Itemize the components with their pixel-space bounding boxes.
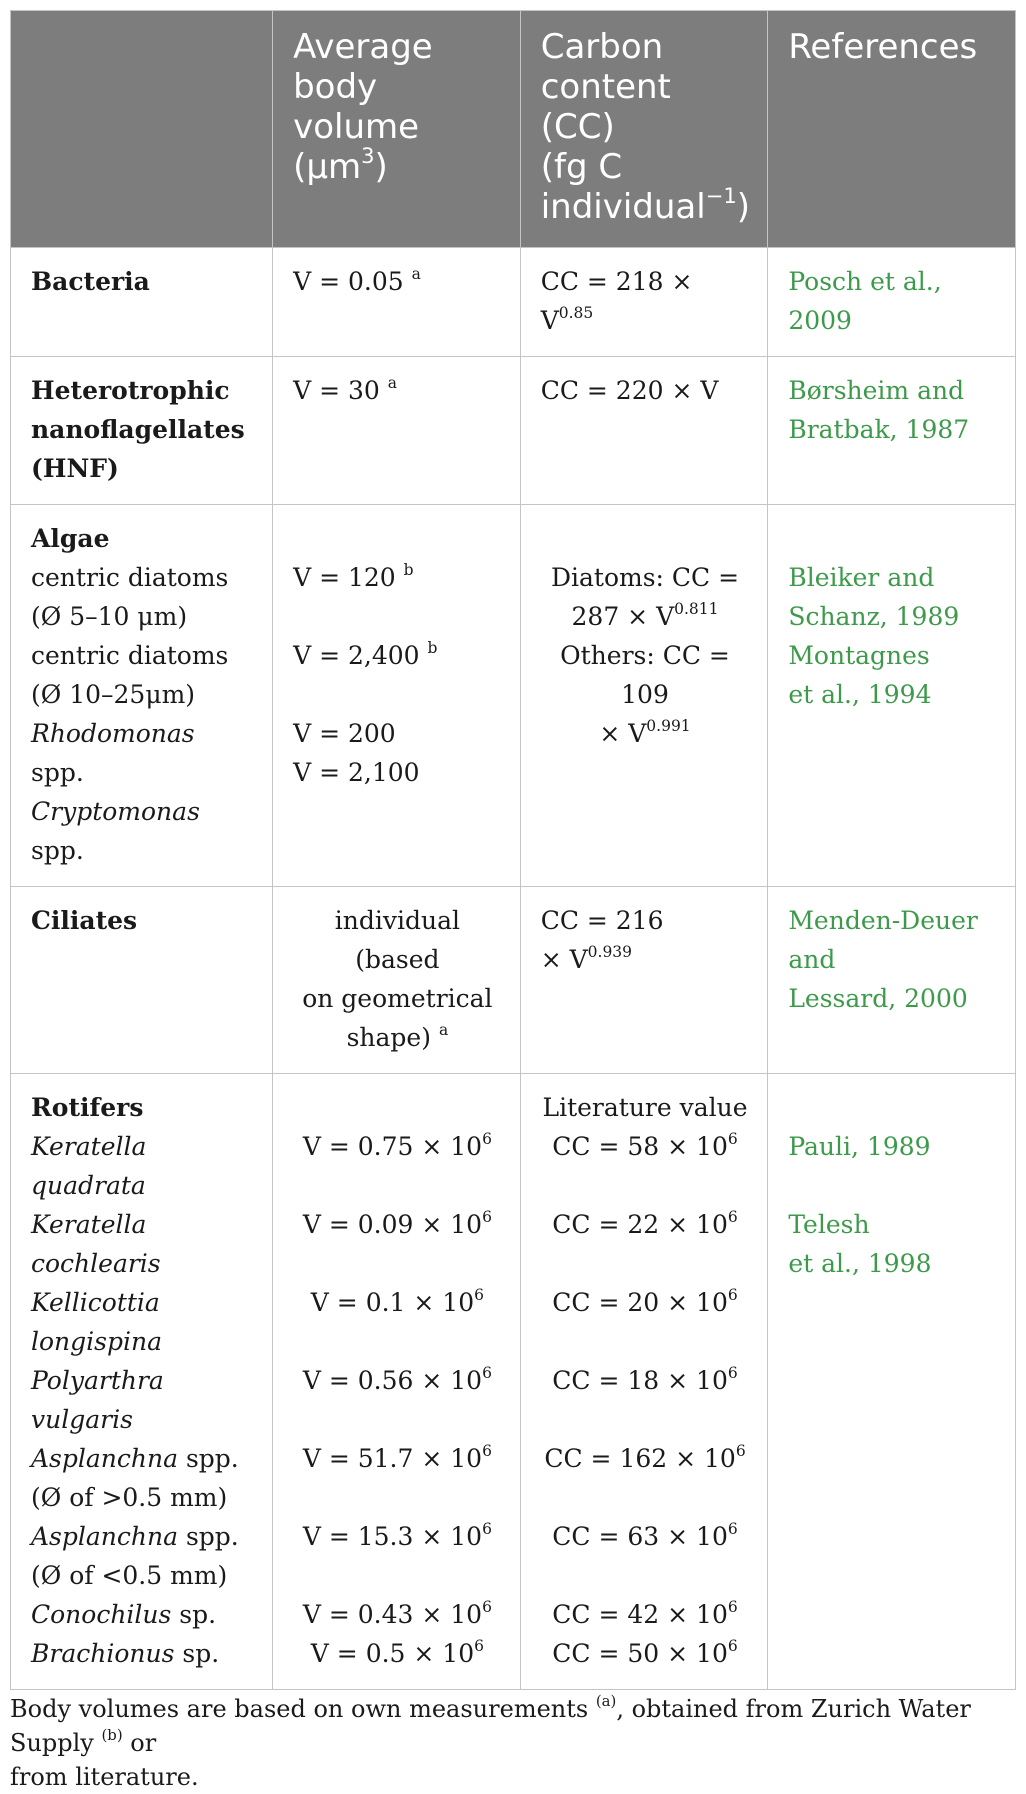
table-row-hnf [11,357,1016,505]
header-text: volume [293,107,420,147]
reference-link[interactable]: Bleiker and [788,563,935,592]
reference-link[interactable]: et al., 1994 [788,680,932,709]
header-text: Average [293,27,433,67]
carbon-content-cell: Diatoms: CC = $287 \times V^{0.811}$ Others: CC = 109 × $V^{0.991}$ [520,505,768,887]
reference-cell [768,357,1016,505]
reference-link[interactable]: Telesh [788,1210,870,1239]
table-row-rotifers [11,1074,1016,1690]
header-text: Carbon [540,27,664,67]
carbon-content-cell: CC = 220 × V [520,357,768,505]
reference-link[interactable]: et al., 1998 [788,1249,932,1278]
carbon-content-cell: CC = $218 \times V^{0.85}$ [520,248,768,357]
reference-cell [768,248,1016,357]
reference-link[interactable]: Montagnes [788,641,930,670]
organism-cell: Ciliates [11,887,273,1074]
header-superscript: −1 [705,183,737,209]
header-text: content [540,67,671,107]
header-text: individual [540,187,706,227]
organism-cell: Rotifers Keratella quadrata Keratella cochlearis Kellicottia longispina Polyarthra vulgaris Asplanchna spp. (Ø of >0.5 mm) Asplanchna spp. (Ø of <0.5 mm) Conochilus sp. Brachionus sp. [11,1074,273,1690]
volume-cell: V = 0.05 $^a$ [273,248,521,357]
header-carbon-content [520,11,768,248]
organism-cell: Bacteria [11,248,273,357]
reference-link[interactable]: and [788,945,836,974]
volume-cell: individual (based on geometrical shape) $^a$ [273,887,521,1074]
header-text: (fg C [540,147,623,187]
table-row-bacteria [11,248,1016,357]
carbon-content-cell: Literature value CC = $58 \times 10^6$ CC = $22 \times 10^6$ CC = $20 \times 10^6$ CC = $18 \times 10^6$ CC = $162 \times 10^6$ CC = $63 \times 10^6$ CC = $42 \times 10^6$ CC = $50 \times 10^6$ [520,1074,768,1690]
reference-link[interactable]: Børsheim and [788,376,965,405]
volume-cell: $V = 0.75 \times 10^6$ $V = 0.09 \times 10^6$ $V = 0.1 \times 10^6$ $V = 0.56 \times 10^6$ $V = 51.7 \times 10^6$ $V = 15.3 \times 10^6$ $V = 0.43 \times 10^6$ $V = 0.5 \times 10^6$ [273,1074,521,1690]
header-text: (CC) [540,107,615,147]
header-references: References [768,11,1016,248]
reference-cell [768,505,1016,887]
reference-link[interactable]: Pauli, 1989 [788,1132,931,1161]
carbon-content-table [10,10,1016,1690]
organism-cell: Algae centric diatoms (Ø 5–10 μm) centric diatoms (Ø 10–25μm) Rhodomonas spp. Cryptomonas spp. [11,505,273,887]
table-footnote: Body volumes are based on own measurements $^{(a)}$, obtained from Zurich Water Supply $^{(b)}$ or from literature. [10,1692,971,1791]
reference-link[interactable]: Posch et al., 2009 [788,267,942,335]
header-text: (μm [293,147,362,187]
volume-cell: V = 120 $^b$ V = 2,400 $^b$ V = 200 V = 2,100 [273,505,521,887]
volume-cell: V = 30 $^a$ [273,357,521,505]
reference-link[interactable]: Lessard, 2000 [788,984,968,1013]
reference-link[interactable]: Bratbak, 1987 [788,415,970,444]
header-text: ) [736,187,751,227]
header-average-body-volume [273,11,521,248]
table-row-algae [11,505,1016,887]
organism-cell: Heterotrophic nanoflagellates (HNF) [11,357,273,505]
table-container [10,10,1016,1794]
header-row [11,11,1016,248]
carbon-content-cell: CC = 216 × $V^{0.939}$ [520,887,768,1074]
reference-link[interactable]: Schanz, 1989 [788,602,960,631]
reference-link[interactable]: Menden-Deuer [788,906,978,935]
header-organism [11,11,273,248]
header-text: ) [374,147,388,187]
reference-cell [768,1074,1016,1690]
header-text: body [293,67,378,107]
reference-cell [768,887,1016,1074]
table-row-ciliates [11,887,1016,1074]
header-superscript: 3 [361,143,375,169]
